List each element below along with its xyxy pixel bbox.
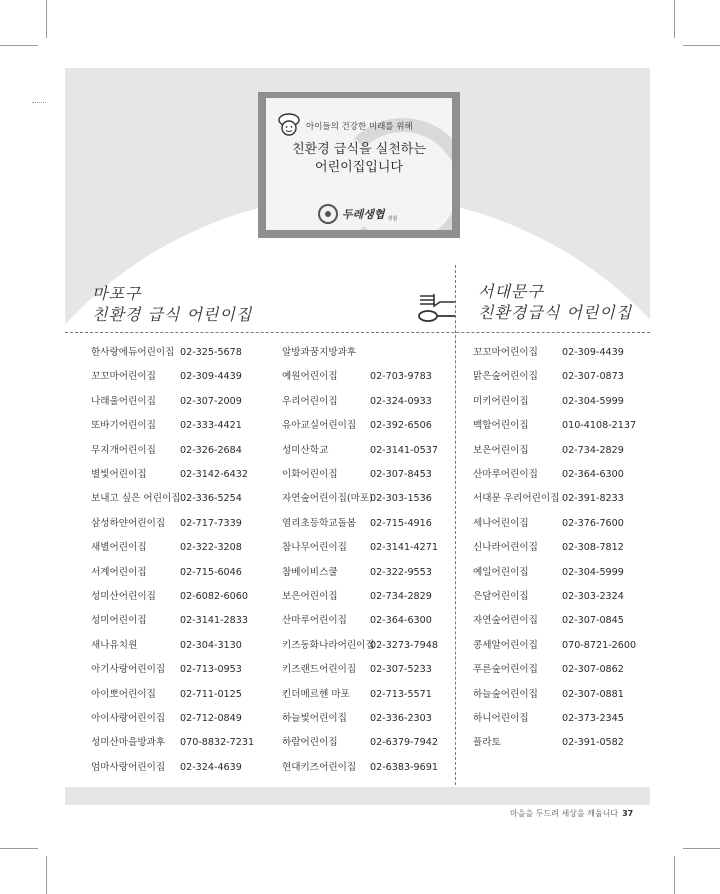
phone-number: 02-307-2009 <box>180 395 242 407</box>
phone-number: 02-304-5999 <box>562 566 624 578</box>
daycare-name: 성미어린이집 <box>91 615 147 627</box>
phone-number: 02-734-2829 <box>370 591 432 602</box>
daycare-name: 키즈동화나라어린이집 <box>282 639 375 651</box>
daycare-name: 아이뽀어린이집 <box>91 688 156 700</box>
phone-number: 02-307-5233 <box>370 664 432 676</box>
phone-number: 02-713-5571 <box>370 688 432 700</box>
phone-number: 02-336-2303 <box>370 713 432 724</box>
daycare-name: 현대키즈어린이집 <box>282 761 357 773</box>
daycare-name: 새나유치원 <box>91 639 138 651</box>
daycare-name: 산마루어린이집 <box>282 615 347 627</box>
daycare-name: 꼬꼬마어린이집 <box>473 347 538 358</box>
daycare-name: 하니어린이집 <box>473 713 529 724</box>
daycare-name: 서대문 우리어린이집 <box>473 493 560 505</box>
crop-mark <box>683 45 720 46</box>
phone-number: 02-713-0953 <box>180 664 242 676</box>
banner-inner <box>266 98 452 230</box>
phone-number: 02-3141-0537 <box>370 444 438 456</box>
phone-number: 02-391-8233 <box>562 493 624 505</box>
phone-number: 02-6082-6060 <box>180 591 248 602</box>
phone-number: 02-303-1536 <box>370 493 432 505</box>
seodaemun-title-line1: 서대문구 <box>478 282 544 301</box>
phone-number: 02-717-7339 <box>180 517 242 529</box>
crop-mark <box>0 45 38 46</box>
phone-number: 02-322-3208 <box>180 542 242 554</box>
daycare-name: 아기사랑어린이집 <box>91 664 166 676</box>
phone-number: 02-309-4439 <box>180 371 242 383</box>
banner <box>258 92 460 238</box>
daycare-name: 한사랑에듀어린이집 <box>91 347 175 358</box>
phone-number: 070-8832-7231 <box>180 737 255 749</box>
daycare-name: 자연숲어린이집 <box>473 615 538 627</box>
daycare-name: 예원어린이집 <box>282 371 338 383</box>
daycare-name: 나래울어린이집 <box>91 395 156 407</box>
daycare-name: 예일어린이집 <box>473 566 529 578</box>
banner-headline-1: 친환경 급식을 실천하는 <box>292 142 426 157</box>
phone-number: 02-307-0862 <box>562 664 624 676</box>
phone-number: 070-8721-2600 <box>562 639 637 651</box>
phone-number: 02-703-9783 <box>370 371 432 383</box>
daycare-name: 보은어린이집 <box>282 591 338 602</box>
daycare-name: 하람어린이집 <box>282 737 338 749</box>
phone-number: 02-711-0125 <box>180 688 242 700</box>
phone-number: 02-322-9553 <box>370 566 432 578</box>
phone-number: 010-4108-2137 <box>562 420 637 432</box>
daycare-name: 꼬꼬마어린이집 <box>91 371 156 383</box>
phone-number: 02-734-2829 <box>562 444 624 456</box>
daycare-name: 새별어린이집 <box>91 542 147 554</box>
phone-number: 02-325-5678 <box>180 347 242 358</box>
daycare-name: 엄마사랑어린이집 <box>91 761 166 773</box>
daycare-name: 하늘숲어린이집 <box>473 688 538 700</box>
crop-mark <box>0 848 38 849</box>
daycare-name: 산마루어린이집 <box>473 469 538 480</box>
daycare-name: 이화어린이집 <box>282 469 338 480</box>
logo-text: 두레생협 <box>342 208 385 221</box>
daycare-name: 무지개어린이집 <box>91 444 156 456</box>
phone-number: 02-308-7812 <box>562 542 624 554</box>
phone-number: 02-324-4639 <box>180 761 242 773</box>
daycare-name: 맑은숲어린이집 <box>473 371 538 383</box>
daycare-name: 신나라어린이집 <box>473 542 538 554</box>
daycare-name: 유아교실어린이집 <box>282 420 357 432</box>
daycare-name: 또바기어린이집 <box>91 420 156 432</box>
page-number: 37 <box>622 809 634 818</box>
daycare-name: 알방과꿈지방과후 <box>282 347 357 358</box>
daycare-name: 플라토 <box>473 737 501 749</box>
phone-number: 02-336-5254 <box>180 493 242 505</box>
daycare-name: 백합어린이집 <box>473 420 529 432</box>
column-divider <box>455 265 456 785</box>
mapo-title-line2: 친환경 급식 어린이집 <box>92 305 253 324</box>
daycare-name: 우리어린이집 <box>282 395 338 407</box>
daycare-name: 푸른숲어린이집 <box>473 664 538 676</box>
footer <box>510 808 633 819</box>
phone-number: 02-373-2345 <box>562 713 624 724</box>
daycare-name: 보내고 싶은 어린이집 <box>91 493 181 505</box>
daycare-name: 별빛어린이집 <box>91 469 147 480</box>
phone-number: 02-364-6300 <box>562 469 624 480</box>
daycare-name: 킨더메르헨 마포 <box>282 688 350 700</box>
footer-bar <box>65 787 650 805</box>
phone-number: 02-307-0873 <box>562 371 624 383</box>
phone-number: 02-376-7600 <box>562 517 624 529</box>
phone-number: 02-3273-7948 <box>370 639 438 651</box>
phone-number: 02-3141-4271 <box>370 542 438 554</box>
crop-mark <box>683 848 720 849</box>
crop-mark <box>46 0 47 38</box>
banner-headline-2: 어린이집입니다 <box>315 160 403 175</box>
mapo-title <box>92 283 252 325</box>
daycare-name: 하늘빛어린이집 <box>282 713 347 724</box>
phone-number: 02-304-3130 <box>180 639 242 651</box>
daycare-name: 세나어린이집 <box>473 517 529 529</box>
phone-number: 02-715-6046 <box>180 566 242 578</box>
crop-mark <box>32 102 46 104</box>
logo-sub: 생협 <box>387 215 398 222</box>
phone-number: 02-6379-7942 <box>370 737 438 749</box>
daycare-name: 은담어린이집 <box>473 591 529 602</box>
daycare-name: 키즈랜드어린이집 <box>282 664 357 676</box>
daycare-name: 염리초등학교돌봄 <box>282 517 357 529</box>
logo <box>318 204 397 224</box>
phone-number: 02-307-0881 <box>562 688 624 700</box>
phone-number: 02-3141-2833 <box>180 615 248 627</box>
phone-number: 02-712-0849 <box>180 713 242 724</box>
daycare-name: 자연숲어린이집(마포) <box>282 493 373 505</box>
phone-number: 02-391-0582 <box>562 737 624 749</box>
phone-number: 02-392-6506 <box>370 420 432 432</box>
chef-hat-icon <box>276 112 302 138</box>
phone-number: 02-304-5999 <box>562 395 624 407</box>
daycare-name: 참베이비스쿨 <box>282 566 338 578</box>
daycare-name: 미키어린이집 <box>473 395 529 407</box>
seodaemun-title-line2: 친환경급식 어린이집 <box>478 303 633 322</box>
daycare-name: 성미산학교 <box>282 444 329 456</box>
seodaemun-title <box>478 281 632 323</box>
daycare-name: 참나무어린이집 <box>282 542 347 554</box>
phone-number: 02-307-0845 <box>562 615 624 627</box>
daycare-name: 콩세알어린이집 <box>473 639 538 651</box>
phone-number: 02-324-0933 <box>370 395 432 407</box>
phone-number: 02-333-4421 <box>180 420 242 432</box>
phone-number: 02-3142-6432 <box>180 469 248 480</box>
daycare-name: 성미산어린이집 <box>91 591 156 602</box>
daycare-name: 아이사랑어린이집 <box>91 713 166 724</box>
footer-text: 마을을 두드려 세상을 깨웁니다 <box>510 809 619 818</box>
phone-number: 02-715-4916 <box>370 517 432 529</box>
daycare-name: 보은어린이집 <box>473 444 529 456</box>
phone-number: 02-364-6300 <box>370 615 432 627</box>
section-divider <box>65 332 650 333</box>
phone-number: 02-6383-9691 <box>370 761 438 773</box>
phone-number: 02-309-4439 <box>562 347 624 358</box>
crop-mark <box>46 856 47 894</box>
daycare-name: 삼성하얀어린이집 <box>91 517 166 529</box>
daycare-name: 성미산마을방과후 <box>91 737 166 749</box>
banner-subtitle: 아이들의 건강한 미래를 위해 <box>306 122 413 132</box>
phone-number: 02-326-2684 <box>180 444 242 456</box>
mapo-title-line1: 마포구 <box>92 284 142 303</box>
crop-mark <box>674 0 675 38</box>
phone-number: 02-303-2324 <box>562 591 624 602</box>
fork-spoon-icon <box>416 290 456 324</box>
logo-icon <box>318 204 338 224</box>
phone-number: 02-307-8453 <box>370 469 432 480</box>
crop-mark <box>674 856 675 894</box>
daycare-name: 서계어린이집 <box>91 566 147 578</box>
